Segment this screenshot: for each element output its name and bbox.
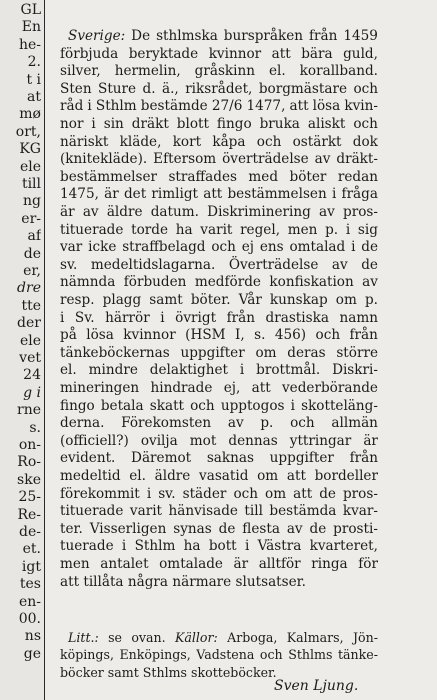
text-line: tituerade torde ha varit regel, men p. i sig	[60, 221, 378, 238]
margin-fragment: ge	[23, 645, 41, 662]
margin-fragment: till	[21, 176, 41, 192]
margin-fragment: er-	[21, 210, 41, 227]
margin-fragment: vet	[19, 350, 41, 366]
text-line: mineringen hindrade ej, att vederbörande	[60, 380, 378, 396]
text-line: silver, hermelin, gråskinn el. korallband.	[60, 63, 378, 80]
text-line: förekommit i sv. städer och om att de pros-	[60, 485, 378, 502]
text-line: tuerade i Sthlm ha bott i Västra kvarteret,	[60, 538, 378, 555]
text-line: tänkeböckernas uppgifter om deras större	[60, 344, 378, 361]
margin-fragment: ske	[17, 471, 41, 488]
margin-fragment: GL	[20, 2, 41, 18]
margin-fragment: 25-	[18, 489, 41, 506]
text-line: råd i Sthlm bestämde 27/6 1477, att lösa kvin-	[60, 98, 378, 115]
margin-fragment: ele	[19, 332, 41, 349]
text-line: 1475, är det rimligt att bestämmelsen i fråga	[60, 186, 378, 203]
margin-fragment: der	[17, 315, 41, 332]
margin-fragment: tes	[19, 576, 41, 593]
margin-fragment: En	[21, 19, 41, 36]
margin-fragment: he-	[18, 36, 41, 53]
margin-fragment: dre	[17, 280, 41, 297]
margin-fragment: er,	[23, 263, 41, 279]
author-signature: Sven Ljung.	[274, 678, 359, 694]
column-divider	[44, 0, 45, 700]
margin-fragment: s.	[29, 419, 41, 436]
text-line: sv. medeltidslagarna. Överträdelse av de	[60, 256, 378, 273]
margin-fragment: 24	[23, 367, 41, 384]
text-line: Sten Sture d. ä., riksrådet, borgmästare och	[60, 80, 378, 97]
margin-fragment: tte	[21, 297, 41, 314]
text-line: var icke straffbelagd och ej ens omtalad i de	[60, 239, 378, 256]
margin-fragment: on-	[18, 437, 41, 453]
margin-fragment: Re-	[17, 506, 41, 523]
text-line: medeltid el. äldre vasatid om att bordeller	[60, 468, 378, 484]
text-line: köpings, Enköpings, Vadstena och Sthlms tänke-	[60, 647, 378, 663]
margin-fragment: Ro-	[17, 454, 41, 471]
margin-fragment: at	[27, 89, 41, 105]
text-line: nämnda förbuden medförde konfiskation av	[60, 274, 378, 291]
margin-fragment: mø	[19, 106, 41, 123]
margin-fragment: 00.	[18, 611, 41, 627]
text-line: nor i sin dräkt blott fingo bruka aliskt och	[60, 116, 378, 132]
margin-fragment: de-	[19, 524, 41, 540]
text-line: att tillåta några närmare slutsatser.	[60, 573, 306, 590]
text-line: är av äldre datum. Diskriminering av pros-	[60, 204, 378, 220]
text-line: (knitekläde). Eftersom överträdelse av dräkt-	[60, 151, 378, 168]
text-line: resp. plagg samt böter. Vår kunskap om p.	[60, 292, 378, 308]
margin-fragment: ort,	[15, 123, 41, 140]
text-line: derna. Förekomsten av p. och allmän	[60, 415, 378, 432]
margin-fragment: en-	[18, 593, 41, 610]
text-line: på lösa kvinnor (HSM I, s. 456) och från	[60, 327, 378, 344]
text-line: näriskt kläde, kort kåpa och ostärkt dok	[60, 133, 378, 150]
text-line: el. mindre delaktighet i brottmål. Diskri-	[60, 362, 378, 379]
text-line: (officiell?) ovilja mot dennas yttringar är	[60, 432, 378, 449]
text-line: förbjuda beryktade kvinnor att bära guld,	[60, 45, 378, 62]
text-line: Sverige: De sthlmska burspråken från 1459	[68, 28, 378, 44]
margin-fragment: ns	[24, 628, 41, 645]
margin-fragment: igt	[21, 558, 41, 575]
text-line: evident. Däremot saknas uppgifter från	[60, 450, 378, 467]
margin-fragment: ng	[23, 193, 41, 210]
margin-fragment: ele	[19, 158, 41, 175]
text-line: men antalet omtalade är alltför ringa för	[60, 556, 378, 572]
margin-fragment: de	[23, 245, 41, 262]
margin-fragment: g i	[23, 384, 41, 401]
margin-fragment: t i	[26, 71, 41, 88]
margin-fragment: 2.	[27, 54, 41, 71]
margin-fragment: rne	[17, 402, 41, 419]
text-line: böcker samt Sthlms skotteböcker.	[60, 664, 277, 680]
text-line: Litt.: se ovan. Källor: Arboga, Kalmars, Jön-	[68, 630, 378, 645]
text-line: tituerade varit hänvisade till bestämda kvar-	[60, 503, 378, 520]
margin-fragment: et.	[22, 541, 41, 558]
text-line: i Sv. härrör i övrigt från drastiska namn	[60, 309, 378, 326]
text-line: ter. Visserligen synas de flesta av de prosti-	[60, 520, 378, 537]
margin-fragment: af	[27, 228, 41, 245]
margin-fragment: KG	[19, 141, 41, 158]
text-line: fingo betala skatt och upptogos i skotteläng-	[60, 397, 378, 414]
text-line: bestämmelser straffades med böter redan	[60, 168, 378, 185]
